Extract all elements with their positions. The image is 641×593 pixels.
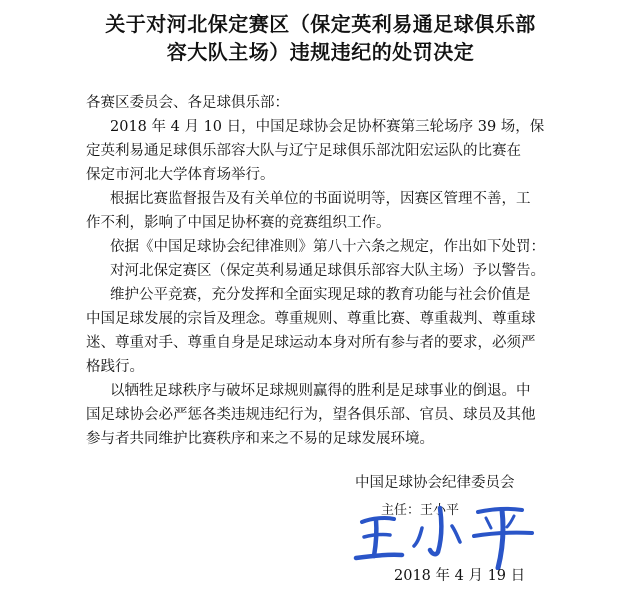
paragraph-line: 作不利，影响了中国足协杯赛的竞赛组织工作。 (86, 215, 391, 231)
paragraph-line: 中国足球发展的宗旨及理念。尊重规则、尊重比赛、尊重裁判、尊重球 (86, 311, 536, 327)
document-title-line-1: 关于对河北保定赛区（保定英利易通足球俱乐部 (105, 12, 536, 36)
paragraph-line: 2018 年 4 月 10 日，中国足球协会足协杯赛第三轮场序 39 场，保 (110, 119, 545, 135)
paragraph-line: 国足球协会必严惩各类违规违纪行为，望各俱乐部、官员、球员及其他 (86, 407, 536, 423)
salutation: 各赛区委员会、各足球俱乐部： (86, 95, 289, 111)
paragraph-line: 根据比赛监督报告及有关单位的书面说明等，因赛区管理不善，工 (110, 191, 531, 207)
signature-organization: 中国足球协会纪律委员会 (355, 475, 515, 491)
paragraph-line: 格践行。 (86, 359, 144, 375)
handwritten-signature (352, 498, 542, 570)
paragraph-line: 参与者共同维护比赛秩序和来之不易的足球发展环境。 (86, 431, 434, 447)
signature-date: 2018 年 4 月 19 日 (394, 568, 526, 584)
signature-chair-label: 主任：王小平 (381, 503, 460, 518)
paragraph-line: 以牺牲足球秩序与破坏足球规则赢得的胜利是足球事业的倒退。中 (110, 383, 531, 399)
paragraph-line: 保定市河北大学体育场举行。 (86, 167, 275, 183)
document-title-line-2: 容大队主场）违规违纪的处罚决定 (166, 40, 475, 64)
paragraph-line: 对河北保定赛区（保定英利易通足球俱乐部容大队主场）予以警告。 (110, 263, 545, 279)
paragraph-line: 迷、尊重对手、尊重自身是足球运动本身对所有参与者的要求，必须严 (86, 335, 536, 351)
paragraph-line: 定英利易通足球俱乐部容大队与辽宁足球俱乐部沈阳宏运队的比赛在 (86, 143, 521, 159)
paragraph-line: 维护公平竞赛，充分发挥和全面实现足球的教育功能与社会价值是 (110, 287, 531, 303)
paragraph-line: 依据《中国足球协会纪律准则》第八十六条之规定，作出如下处罚： (110, 239, 545, 255)
